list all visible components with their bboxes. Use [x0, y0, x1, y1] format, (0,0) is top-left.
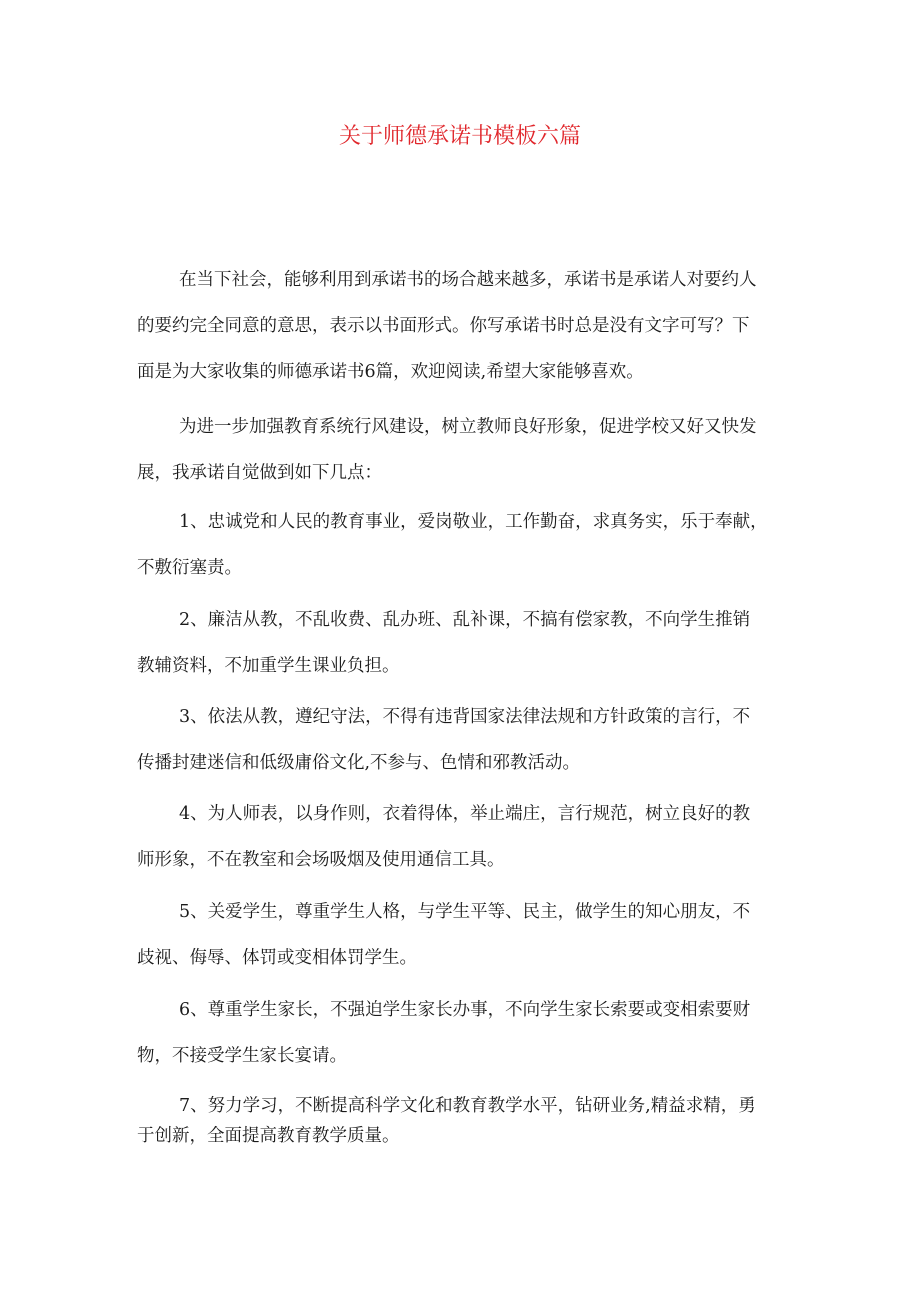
paragraph-line: 不敷衍塞责。 — [137, 558, 242, 578]
paragraph-line: 的要约完全同意的意思，表示以书面形式。你写承诺书时总是没有文字可写？下 — [137, 316, 750, 336]
paragraph-line: 物，不接受学生家长宴请。 — [137, 1046, 347, 1066]
paragraph-line: 3、依法从教，遵纪守法，不得有违背国家法律法规和方针政策的言行，不 — [179, 707, 751, 727]
pledge-item-4 — [137, 791, 792, 883]
pledge-item-3 — [137, 694, 792, 786]
paragraph-line: 歧视、侮辱、体罚或变相体罚学生。 — [137, 948, 417, 968]
paragraph-line: 2、廉洁从教，不乱收费、乱办班、乱补课，不搞有偿家教，不向学生推销 — [179, 610, 751, 630]
paragraph-line: 教辅资料，不加重学生课业负担。 — [137, 656, 400, 676]
pledge-item-1 — [137, 499, 792, 591]
paragraph-line: 为进一步加强教育系统行风建设，树立教师良好形象，促进学校又好又快发 — [179, 417, 757, 437]
pledge-item-6 — [137, 987, 792, 1079]
document-title: 关于师德承诺书模板六篇 — [338, 124, 581, 149]
pledge-preamble-paragraph — [137, 404, 792, 496]
paragraph-line: 4、为人师表，以身作则，衣着得体，举止端庄，言行规范，树立良好的教 — [179, 804, 751, 824]
paragraph-line: 面是为大家收集的师德承诺书6篇，欢迎阅读,希望大家能够喜欢。 — [137, 362, 644, 382]
pledge-item-2 — [137, 597, 792, 689]
paragraph-line: 7、努力学习，不断提高科学文化和教育教学水平，钻研业务,精益求精，勇 — [179, 1096, 756, 1116]
pledge-item-5 — [137, 889, 792, 981]
paragraph-line: 展，我承诺自觉做到如下几点： — [137, 463, 382, 483]
intro-paragraph — [137, 257, 792, 395]
paragraph-line: 传播封建迷信和低级庸俗文化,不参与、色情和邪教活动。 — [137, 753, 581, 773]
paragraph-line: 6、尊重学生家长，不强迫学生家长办事，不向学生家长索要或变相索要财 — [179, 1000, 751, 1020]
pledge-item-7 — [137, 1091, 792, 1151]
paragraph-line: 师形象，不在教室和会场吸烟及使用通信工具。 — [137, 850, 505, 870]
paragraph-line: 5、关爱学生，尊重学生人格，与学生平等、民主，做学生的知心朋友，不 — [179, 902, 751, 922]
paragraph-line: 1、忠诚党和人民的教育事业，爱岗敬业，工作勤奋，求真务实，乐于奉献， — [179, 512, 768, 532]
paragraph-line: 在当下社会，能够利用到承诺书的场合越来越多，承诺书是承诺人对要约人 — [179, 270, 757, 290]
paragraph-line: 于创新，全面提高教育教学质量。 — [137, 1126, 400, 1146]
